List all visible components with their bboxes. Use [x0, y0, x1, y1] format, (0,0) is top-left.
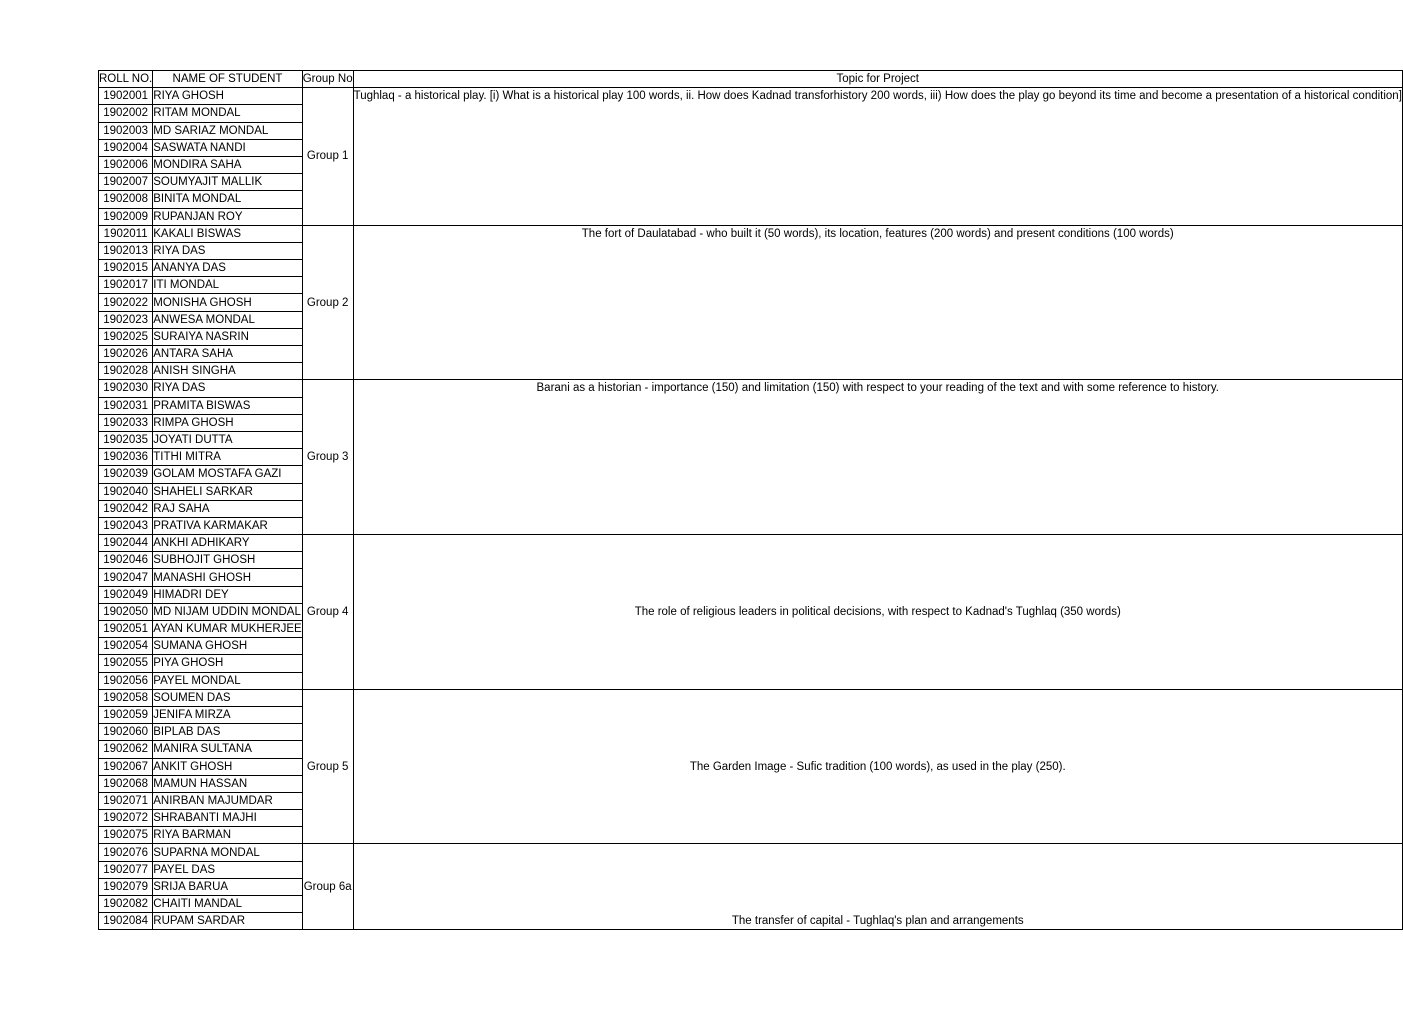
roll-number-cell: 1902006 — [99, 156, 153, 173]
roll-number-cell: 1902084 — [99, 913, 153, 930]
student-project-table — [98, 70, 1403, 930]
group-number-cell: Group 6a — [302, 844, 353, 930]
roll-number-cell: 1902011 — [99, 225, 153, 242]
student-name-cell: ANIRBAN MAJUMDAR — [153, 792, 302, 809]
roll-number-cell: 1902059 — [99, 706, 153, 723]
roll-number-cell: 1902001 — [99, 88, 153, 105]
roll-number-cell: 1902067 — [99, 758, 153, 775]
table-row — [99, 844, 1403, 861]
student-name-cell: AYAN KUMAR MUKHERJEE — [153, 621, 302, 638]
roll-number-cell: 1902072 — [99, 810, 153, 827]
group-number-cell: Group 5 — [302, 689, 353, 844]
roll-number-cell: 1902022 — [99, 294, 153, 311]
student-name-cell: TITHI MITRA — [153, 449, 302, 466]
roll-number-cell: 1902077 — [99, 861, 153, 878]
roll-number-cell: 1902076 — [99, 844, 153, 861]
student-name-cell: SOUMEN DAS — [153, 689, 302, 706]
student-name-cell: ANTARA SAHA — [153, 346, 302, 363]
roll-number-cell: 1902023 — [99, 311, 153, 328]
student-name-cell: MONDIRA SAHA — [153, 156, 302, 173]
student-name-cell: ANISH SINGHA — [153, 363, 302, 380]
student-name-cell: SURAIYA NASRIN — [153, 328, 302, 345]
roll-number-cell: 1902054 — [99, 638, 153, 655]
student-name-cell: JENIFA MIRZA — [153, 706, 302, 723]
roll-number-cell: 1902030 — [99, 380, 153, 397]
roll-number-cell: 1902015 — [99, 260, 153, 277]
roll-number-cell: 1902068 — [99, 775, 153, 792]
roll-number-cell: 1902082 — [99, 896, 153, 913]
student-name-cell: SHRABANTI MAJHI — [153, 810, 302, 827]
roll-number-cell: 1902013 — [99, 242, 153, 259]
student-name-cell: MD NIJAM UDDIN MONDAL — [153, 603, 302, 620]
header-group-no: Group No — [302, 71, 353, 88]
project-topic-cell: The role of religious leaders in political decisions, with respect to Kadnad's Tughlaq (350 words) — [353, 535, 1402, 690]
roll-number-cell: 1902050 — [99, 603, 153, 620]
student-name-cell: KAKALI BISWAS — [153, 225, 302, 242]
table-row — [99, 380, 1403, 397]
student-name-cell: RAJ SAHA — [153, 500, 302, 517]
roll-number-cell: 1902039 — [99, 466, 153, 483]
group-number-cell: Group 3 — [302, 380, 353, 535]
student-name-cell: ANWESA MONDAL — [153, 311, 302, 328]
roll-number-cell: 1902079 — [99, 878, 153, 895]
roll-number-cell: 1902017 — [99, 277, 153, 294]
table-row — [99, 225, 1403, 242]
roll-number-cell: 1902047 — [99, 569, 153, 586]
student-name-cell: SHAHELI SARKAR — [153, 483, 302, 500]
roll-number-cell: 1902042 — [99, 500, 153, 517]
student-name-cell: RIMPA GHOSH — [153, 414, 302, 431]
roll-number-cell: 1902051 — [99, 621, 153, 638]
roll-number-cell: 1902043 — [99, 517, 153, 534]
header-topic: Topic for Project — [353, 71, 1402, 88]
student-name-cell: RUPANJAN ROY — [153, 208, 302, 225]
roll-number-cell: 1902025 — [99, 328, 153, 345]
student-name-cell: RITAM MONDAL — [153, 105, 302, 122]
roll-number-cell: 1902002 — [99, 105, 153, 122]
roll-number-cell: 1902060 — [99, 724, 153, 741]
project-topic-cell: The Garden Image - Sufic tradition (100 words), as used in the play (250). — [353, 689, 1402, 844]
student-name-cell: MONISHA GHOSH — [153, 294, 302, 311]
student-name-cell: ANKHI ADHIKARY — [153, 535, 302, 552]
group-number-cell: Group 2 — [302, 225, 353, 380]
group-number-cell: Group 4 — [302, 535, 353, 690]
student-name-cell: PIYA GHOSH — [153, 655, 302, 672]
roll-number-cell: 1902035 — [99, 431, 153, 448]
roll-number-cell: 1902008 — [99, 191, 153, 208]
student-name-cell: BINITA MONDAL — [153, 191, 302, 208]
roll-number-cell: 1902040 — [99, 483, 153, 500]
student-name-cell: SUBHOJIT GHOSH — [153, 552, 302, 569]
roll-number-cell: 1902071 — [99, 792, 153, 809]
student-name-cell: SUPARNA MONDAL — [153, 844, 302, 861]
roll-number-cell: 1902075 — [99, 827, 153, 844]
roll-number-cell: 1902031 — [99, 397, 153, 414]
group-number-cell: Group 1 — [302, 88, 353, 226]
header-row — [99, 71, 1403, 88]
student-name-cell: RIYA DAS — [153, 380, 302, 397]
roll-number-cell: 1902009 — [99, 208, 153, 225]
roll-number-cell: 1902003 — [99, 122, 153, 139]
project-topic-cell: The fort of Daulatabad - who built it (50 words), its location, features (200 words) and present conditions (100 words) — [353, 225, 1402, 380]
project-topic-cell: The transfer of capital - Tughlaq's plan and arrangements — [353, 844, 1402, 930]
roll-number-cell: 1902056 — [99, 672, 153, 689]
roll-number-cell: 1902055 — [99, 655, 153, 672]
student-name-cell: RIYA GHOSH — [153, 88, 302, 105]
project-topic-cell: Barani as a historian - importance (150) and limitation (150) with respect to your reading of the text and with some reference to history. — [353, 380, 1402, 535]
student-name-cell: MANASHI GHOSH — [153, 569, 302, 586]
student-name-cell: RUPAM SARDAR — [153, 913, 302, 930]
roll-number-cell: 1902033 — [99, 414, 153, 431]
student-name-cell: MAMUN HASSAN — [153, 775, 302, 792]
project-topic-cell: Tughlaq - a historical play. [i) What is a historical play 100 words, ii. How does Kadnad transforhistory 200 words, iii) How does the play go beyond its time and become a presentation of a historical condition] — [353, 88, 1402, 226]
student-name-cell: CHAITI MANDAL — [153, 896, 302, 913]
student-name-cell: BIPLAB DAS — [153, 724, 302, 741]
student-name-cell: GOLAM MOSTAFA GAZI — [153, 466, 302, 483]
student-name-cell: PRAMITA BISWAS — [153, 397, 302, 414]
student-name-cell: ANKIT GHOSH — [153, 758, 302, 775]
student-name-cell: SUMANA GHOSH — [153, 638, 302, 655]
roll-number-cell: 1902004 — [99, 139, 153, 156]
roll-number-cell: 1902026 — [99, 346, 153, 363]
student-name-cell: PAYEL DAS — [153, 861, 302, 878]
table-row — [99, 535, 1403, 552]
roll-number-cell: 1902058 — [99, 689, 153, 706]
student-name-cell: MD SARIAZ MONDAL — [153, 122, 302, 139]
roll-number-cell: 1902049 — [99, 586, 153, 603]
roll-number-cell: 1902046 — [99, 552, 153, 569]
student-name-cell: RIYA DAS — [153, 242, 302, 259]
roll-number-cell: 1902007 — [99, 174, 153, 191]
roll-number-cell: 1902062 — [99, 741, 153, 758]
roll-number-cell: 1902044 — [99, 535, 153, 552]
student-name-cell: SRIJA BARUA — [153, 878, 302, 895]
student-name-cell: ANANYA DAS — [153, 260, 302, 277]
student-name-cell: PRATIVA KARMAKAR — [153, 517, 302, 534]
student-name-cell: MANIRA SULTANA — [153, 741, 302, 758]
student-name-cell: HIMADRI DEY — [153, 586, 302, 603]
header-roll-no: ROLL NO. — [99, 71, 153, 88]
student-name-cell: SOUMYAJIT MALLIK — [153, 174, 302, 191]
student-name-cell: RIYA BARMAN — [153, 827, 302, 844]
roll-number-cell: 1902036 — [99, 449, 153, 466]
student-name-cell: JOYATI DUTTA — [153, 431, 302, 448]
table-body — [99, 88, 1403, 930]
roll-number-cell: 1902028 — [99, 363, 153, 380]
table-row — [99, 88, 1403, 105]
student-name-cell: ITI MONDAL — [153, 277, 302, 294]
header-student-name: NAME OF STUDENT — [153, 71, 302, 88]
student-name-cell: PAYEL MONDAL — [153, 672, 302, 689]
student-name-cell: SASWATA NANDI — [153, 139, 302, 156]
table-row — [99, 689, 1403, 706]
